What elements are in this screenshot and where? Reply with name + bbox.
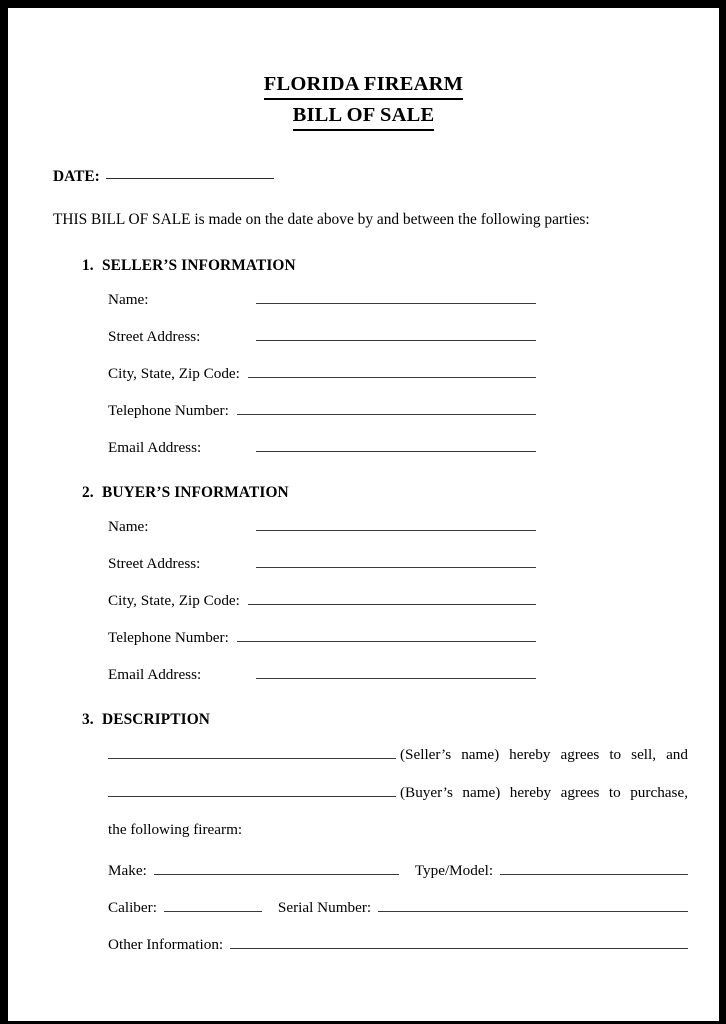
date-input-rule[interactable] bbox=[106, 178, 274, 179]
input-seller-city-state-zip[interactable] bbox=[248, 364, 536, 378]
firearm-caliber-serial-row bbox=[108, 898, 688, 917]
label-seller-city-state-zip: City, State, Zip Code: bbox=[108, 365, 240, 382]
field-seller-email bbox=[108, 438, 536, 457]
field-seller-city-state-zip bbox=[108, 364, 536, 383]
field-seller-telephone bbox=[108, 401, 536, 420]
label-seller-email: Email Address: bbox=[108, 439, 202, 456]
input-seller-name[interactable] bbox=[256, 290, 536, 304]
input-buyer-name[interactable] bbox=[256, 517, 536, 531]
input-type-model[interactable] bbox=[500, 861, 688, 875]
section-title-description: DESCRIPTION bbox=[102, 711, 211, 728]
description-seller-clause-row bbox=[108, 745, 688, 764]
label-caliber: Caliber: bbox=[108, 899, 157, 916]
document-body bbox=[8, 168, 719, 954]
input-seller-telephone[interactable] bbox=[237, 401, 536, 415]
input-buyer-telephone[interactable] bbox=[237, 628, 536, 642]
firearm-make-model-row bbox=[108, 861, 688, 880]
label-make: Make: bbox=[108, 862, 147, 879]
input-seller-street-address[interactable] bbox=[256, 327, 536, 341]
label-other-information: Other Information: bbox=[108, 936, 224, 953]
section-title-seller: SELLER’S INFORMATION bbox=[102, 257, 296, 274]
buyer-fields bbox=[53, 517, 536, 684]
input-description-buyer-name[interactable] bbox=[108, 783, 396, 797]
field-seller-street-address bbox=[108, 327, 536, 346]
section-heading-description bbox=[53, 711, 683, 729]
date-label: DATE: bbox=[53, 168, 100, 185]
field-buyer-city-state-zip bbox=[108, 591, 536, 610]
label-seller-telephone: Telephone Number: bbox=[108, 402, 229, 419]
section-number-3: 3. bbox=[82, 711, 94, 728]
field-buyer-telephone bbox=[108, 628, 536, 647]
section-heading-seller bbox=[53, 257, 683, 275]
title-line-1: FLORIDA FIREARM bbox=[264, 72, 463, 100]
page-title bbox=[8, 8, 719, 131]
label-buyer-city-state-zip: City, State, Zip Code: bbox=[108, 592, 240, 609]
label-buyer-name: Name: bbox=[108, 518, 149, 535]
section-number-1: 1. bbox=[82, 257, 94, 274]
label-seller-name: Name: bbox=[108, 291, 149, 308]
section-heading-buyer bbox=[53, 484, 683, 502]
input-other-information[interactable] bbox=[230, 935, 688, 949]
input-buyer-city-state-zip[interactable] bbox=[248, 591, 536, 605]
input-description-seller-name[interactable] bbox=[108, 745, 396, 759]
field-buyer-email bbox=[108, 665, 536, 684]
label-serial-number: Serial Number: bbox=[277, 899, 372, 916]
label-buyer-telephone: Telephone Number: bbox=[108, 629, 229, 646]
title-line-2: BILL OF SALE bbox=[293, 103, 435, 131]
input-caliber[interactable] bbox=[164, 898, 262, 912]
label-buyer-street-address: Street Address: bbox=[108, 555, 201, 572]
input-make[interactable] bbox=[154, 861, 399, 875]
intro-paragraph: THIS BILL OF SALE is made on the date above by and between the following parties: bbox=[53, 211, 590, 228]
section-number-2: 2. bbox=[82, 484, 94, 501]
description-seller-clause-text: (Seller’s name) hereby agrees to sell, and bbox=[400, 746, 688, 763]
description-buyer-clause-row bbox=[108, 783, 688, 802]
seller-fields bbox=[53, 290, 536, 457]
firearm-other-information-row bbox=[108, 935, 688, 954]
document-page bbox=[8, 8, 719, 1021]
field-buyer-name bbox=[108, 517, 536, 536]
description-body bbox=[53, 745, 688, 954]
field-buyer-street-address bbox=[108, 554, 536, 573]
input-buyer-email[interactable] bbox=[256, 665, 536, 679]
following-firearm-text: the following firearm: bbox=[108, 821, 243, 838]
label-type-model: Type/Model: bbox=[414, 862, 494, 879]
description-buyer-clause-text: (Buyer’s name) hereby agrees to purchase, bbox=[400, 784, 688, 801]
input-seller-email[interactable] bbox=[256, 438, 536, 452]
section-sellers-information bbox=[53, 257, 683, 457]
input-buyer-street-address[interactable] bbox=[256, 554, 536, 568]
section-description bbox=[53, 711, 688, 954]
label-seller-street-address: Street Address: bbox=[108, 328, 201, 345]
label-buyer-email: Email Address: bbox=[108, 666, 202, 683]
section-buyers-information bbox=[53, 484, 683, 684]
input-serial-number[interactable] bbox=[378, 898, 688, 912]
section-title-buyer: BUYER’S INFORMATION bbox=[102, 484, 289, 501]
date-row bbox=[53, 168, 683, 186]
field-seller-name bbox=[108, 290, 536, 309]
